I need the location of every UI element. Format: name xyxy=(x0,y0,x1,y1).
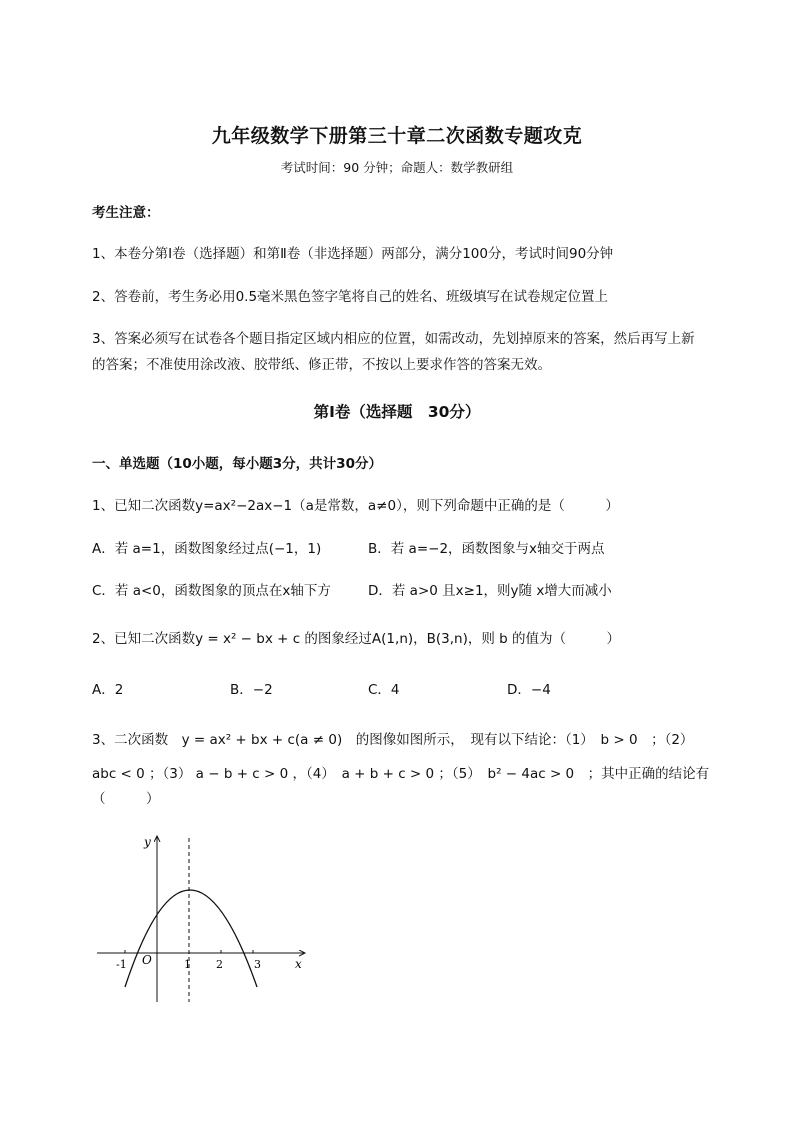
exam-subtitle: 考试时间：90 分钟；命题人：数学教研组 xyxy=(280,160,514,175)
notice-heading: 考生注意： xyxy=(92,205,160,221)
page-title: 九年级数学下册第三十章二次函数专题攻克 xyxy=(211,125,583,147)
parabola-graph xyxy=(92,830,312,1005)
notice-item-2: 2、答卷前，考生务必用0.5毫米黑色签字笔将自己的姓名、班级填写在试卷规定位置上 xyxy=(92,289,609,305)
question-1-option-b: B．若 a=−2，函数图象与x轴交于两点 xyxy=(368,541,605,557)
question-2-stem: 2、已知二次函数y = x² − bx + c 的图象经过A(1,n)，B(3,n)，则 b 的值为（ ） xyxy=(92,631,621,647)
tick-label-2: 2 xyxy=(216,958,223,971)
question-1-option-d: D．若 a>0 且x≥1，则y随 x增大而减小 xyxy=(368,583,612,599)
question-2-option-d: D．−4 xyxy=(507,682,551,698)
question-2-option-b: B．−2 xyxy=(230,682,273,698)
question-1-option-c: C．若 a<0，函数图象的顶点在x轴下方 xyxy=(92,583,331,599)
question-1-option-a: A．若 a=1，函数图象经过点(−1，1) xyxy=(92,541,322,557)
tick-label-1: 1 xyxy=(184,958,191,971)
origin-label: O xyxy=(142,953,152,967)
parabola-curve xyxy=(125,890,257,987)
y-axis-label: y xyxy=(144,835,151,849)
question-2-option-a: A．2 xyxy=(92,682,124,698)
question-3-line-3: （ ） xyxy=(92,791,160,807)
tick-label-neg1: -1 xyxy=(116,958,127,971)
x-axis-label: x xyxy=(295,957,302,971)
notice-item-3: 3、答案必须写在试卷各个题目指定区域内相应的位置，如需改动，先划掉原来的答案，然后再写上新 xyxy=(92,331,695,347)
question-1-stem: 1、已知二次函数y=ax²−2ax−1（a是常数，a≠0），则下列命题中正确的是（ ） xyxy=(92,498,619,514)
section-title: 第Ⅰ卷（选择题 30分） xyxy=(313,403,481,421)
notice-item-3-cont: 的答案；不准使用涂改液、胶带纸、修正带，不按以上要求作答的答案无效。 xyxy=(92,357,551,373)
question-3-line-1: 3、二次函数 y = ax² + bx + c(a ≠ 0) 的图像如图所示， 现有以下结论：（1） b > 0 ；（2） xyxy=(92,732,694,748)
tick-label-3: 3 xyxy=(254,958,261,971)
question-2-option-c: C．4 xyxy=(368,682,400,698)
question-3-line-2: abc < 0 ；（3） a − b + c > 0 ，（4） a + b + c > 0 ；（5） b² − 4ac > 0 ；其中正确的结论有 xyxy=(92,766,710,782)
notice-item-1: 1、本卷分第Ⅰ卷（选择题）和第Ⅱ卷（非选择题）两部分，满分100分，考试时间90分钟 xyxy=(92,246,614,262)
part-heading: 一、单选题（10小题，每小题3分，共计30分） xyxy=(92,456,382,472)
